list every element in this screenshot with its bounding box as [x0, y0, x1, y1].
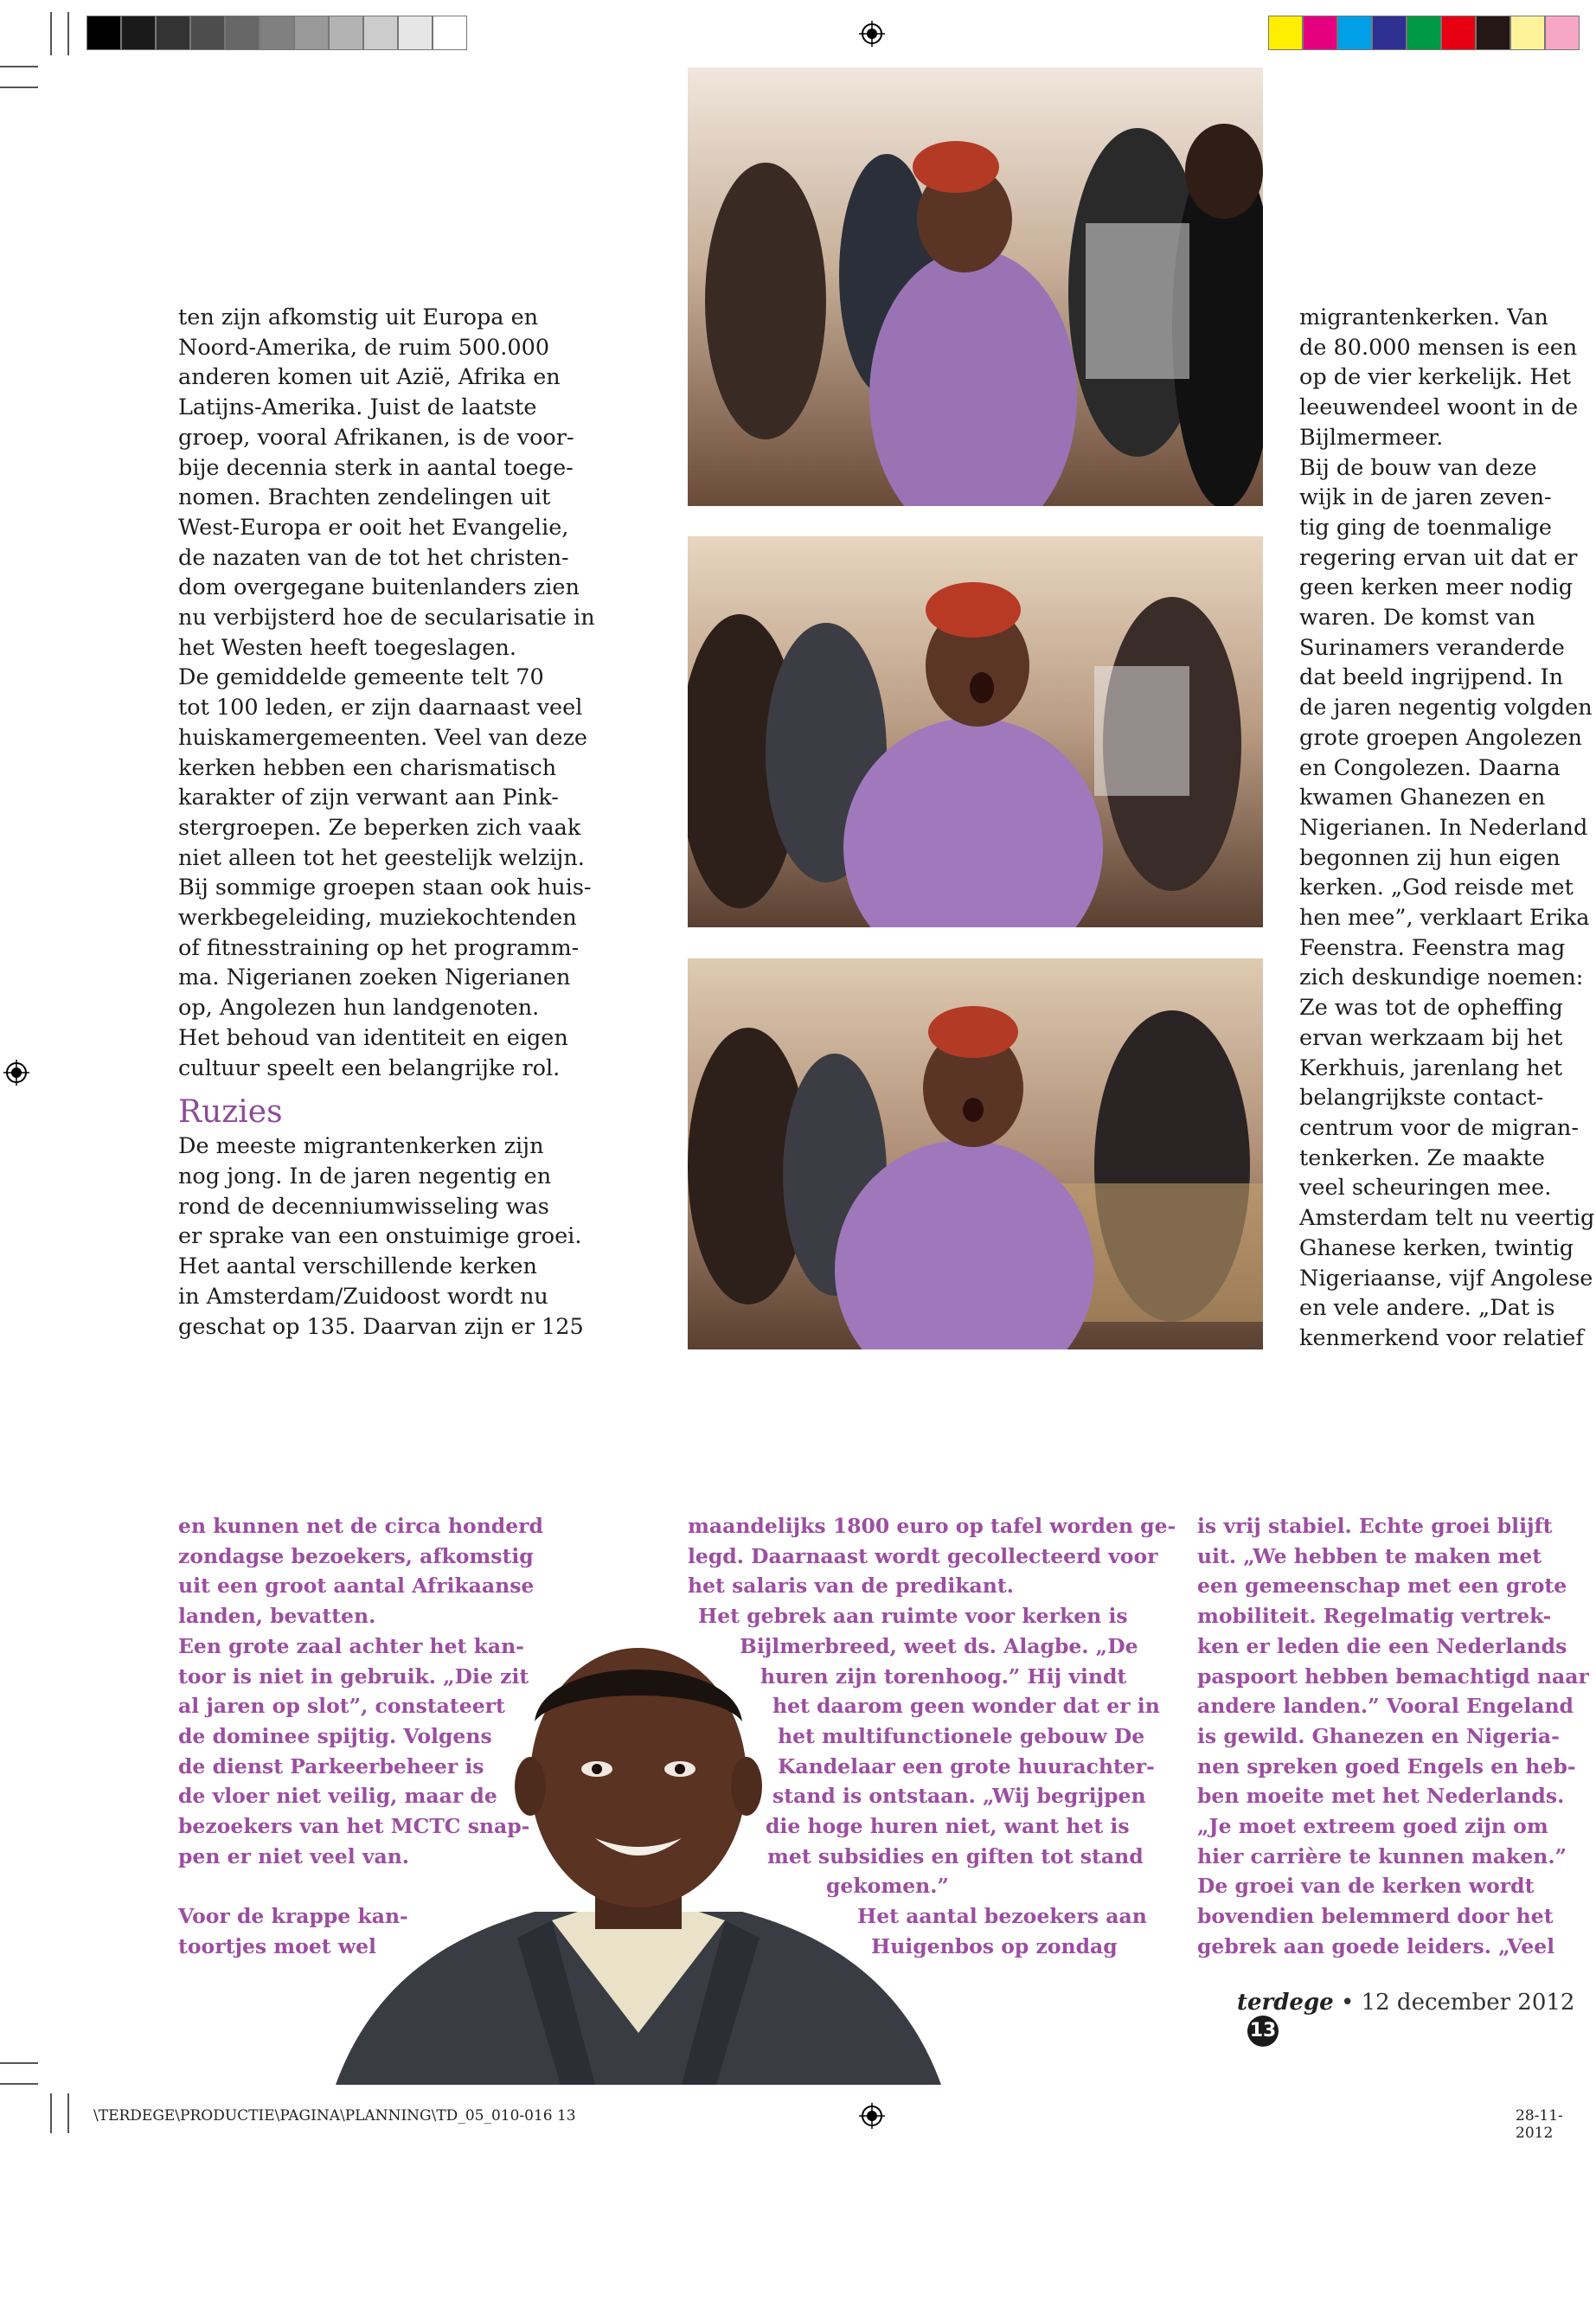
article-text-line: en vele andere. „Dat is: [1299, 1295, 1555, 1322]
article-text-line: de jaren negentig volgden: [1299, 695, 1593, 721]
article-text-line: leeuwendeel woont in de: [1299, 394, 1579, 421]
lower-text-line: landen, bevatten.: [178, 1604, 376, 1629]
article-text-line: Kerkhuis, jarenlang het: [1299, 1054, 1563, 1081]
gray-swatch: [329, 16, 363, 50]
lower-text-line: met subsidies en giften tot stand: [767, 1843, 1144, 1868]
article-text-line: tot 100 leden, er zijn daarnaast veel: [178, 695, 583, 721]
color-swatch: [1337, 16, 1372, 50]
article-text-line: kenmerkend voor relatief: [1299, 1324, 1584, 1351]
article-text-line: dom overgegane buitenlanders zien: [178, 574, 580, 601]
lower-text-line: de dominee spijtig. Volgens: [178, 1723, 492, 1748]
article-text-line: ma. Nigerianen zoeken Nigerianen: [178, 965, 571, 991]
lower-text-line: Een grote zaal achter het kan-: [178, 1633, 524, 1658]
folio-separator: •: [1340, 1990, 1355, 2016]
lower-text-line: legd. Daarnaast wordt gecollecteerd voor: [688, 1543, 1158, 1568]
article-text-line: kwamen Ghanezen en: [1299, 785, 1546, 811]
section-heading: Ruzies: [178, 1094, 283, 1131]
lower-text-line: pen er niet veel van.: [178, 1843, 409, 1868]
column-3-paragraphs: [1299, 303, 1594, 1354]
article-text-line: nog jong. In de jaren negentig en: [178, 1163, 552, 1189]
lower-text-line: het daarom geen wonder dat er in: [772, 1694, 1160, 1719]
article-text-line: centrum voor de migran-: [1299, 1114, 1579, 1141]
article-text-line: geschat op 135. Daarvan zijn er 125: [178, 1313, 584, 1340]
article-text-line: nu verbijsterd hoe de secularisatie in: [178, 605, 595, 631]
article-text-line: de 80.000 mensen is een: [1299, 334, 1578, 361]
gray-swatch: [260, 16, 294, 50]
article-column-1: [178, 303, 595, 1342]
column-1-continued: [178, 1131, 595, 1342]
lower-text-line: Huigenbos op zondag: [871, 1933, 1118, 1958]
article-text-line: veel scheuringen mee.: [1299, 1175, 1552, 1202]
lower-text-line: het multifunctionele gebouw De: [778, 1723, 1145, 1748]
lower-text-line: ben moeite met het Nederlands.: [1197, 1784, 1565, 1809]
lower-text-line: is gewild. Ghanezen en Nigeria-: [1197, 1723, 1560, 1748]
article-text-line: en Congolezen. Daarna: [1299, 754, 1561, 781]
lower-text-line: bovendien belemmerd door het: [1197, 1904, 1554, 1929]
article-text-line: ten zijn afkomstig uit Europa en: [178, 304, 539, 330]
color-swatch: [1441, 16, 1476, 50]
lower-text-line: de dienst Parkeerbeheer is: [178, 1753, 484, 1779]
gray-swatch: [156, 16, 190, 50]
magazine-brand: terdege: [1237, 1990, 1334, 2016]
article-text-line: West-Europa er ooit het Evangelie,: [178, 514, 569, 541]
article-text-line: kerken. „God reisde met: [1299, 875, 1574, 901]
article-text-line: er sprake van een onstuimige groei.: [178, 1223, 582, 1250]
registration-mark-bottom: [859, 2103, 885, 2129]
color-swatch: [1510, 16, 1545, 50]
lower-text-line: gekomen.”: [826, 1874, 949, 1899]
article-text-line: wijk in de jaren zeven-: [1299, 484, 1552, 511]
article-text-line: cultuur speelt een belangrijke rol.: [178, 1054, 561, 1081]
lower-text-line: „Je moet extreem goed zijn om: [1197, 1814, 1548, 1839]
lower-text-line: Het aantal bezoekers aan: [857, 1904, 1147, 1929]
article-text-line: rond de decenniumwisseling was: [178, 1193, 549, 1220]
grayscale-bar: [87, 16, 467, 50]
lower-text-line: hier carrière te kunnen maken.”: [1197, 1843, 1567, 1868]
article-text-line: migrantenkerken. Van: [1299, 304, 1548, 330]
folio-line: [1237, 1990, 1596, 2047]
article-text-line: Bij de bouw van deze: [1299, 454, 1537, 481]
crop-mark-bottom-left-h1: [0, 2062, 38, 2064]
page-number-badge: 13: [1247, 2016, 1279, 2047]
lower-column-c: [1197, 1511, 1589, 1962]
article-text-line: dat beeld ingrijpend. In: [1299, 664, 1563, 691]
lower-text-line: Voor de krappe kan-: [178, 1904, 408, 1929]
gray-swatch: [225, 16, 260, 50]
lower-text-line: huren zijn torenhoog.” Hij vindt: [760, 1663, 1127, 1689]
article-text-line: Bijlmermeer.: [1299, 424, 1444, 451]
registration-mark-top: [859, 21, 885, 47]
color-swatch: [1372, 16, 1407, 50]
lower-text-line: paspoort hebben bemachtigd naar: [1197, 1663, 1589, 1689]
article-text-line: waren. De komst van: [1299, 605, 1536, 631]
article-text-line: De gemiddelde gemeente telt 70: [178, 664, 544, 691]
article-text-line: Feenstra. Feenstra mag: [1299, 934, 1566, 961]
article-text-line: kerken hebben een charismatisch: [178, 754, 557, 781]
lower-text-line: maandelijks 1800 euro op tafel worden ge-: [688, 1514, 1176, 1538]
lower-text-line: stand is ontstaan. „Wij begrijpen: [772, 1784, 1146, 1809]
photo-worship-2: [688, 536, 1263, 927]
article-text-line: Latijns-Amerika. Juist de laatste: [178, 394, 537, 421]
color-swatch: [1407, 16, 1441, 50]
article-text-line: huiskamergemeenten. Veel van deze: [178, 724, 587, 751]
article-text-line: belangrijkste contact-: [1299, 1085, 1544, 1112]
lower-text-line: een gemeenschap met een grote: [1197, 1574, 1567, 1599]
lower-text-line: andere landen.” Vooral Engeland: [1197, 1694, 1574, 1719]
crop-mark-top-left-v1: [50, 12, 52, 55]
lower-text-line: al jaren op slot”, constateert: [178, 1694, 505, 1719]
crop-mark-top-left-h1: [0, 66, 38, 67]
crop-mark-bottom-left-h2: [0, 2083, 38, 2085]
article-text-line: Het behoud van identiteit en eigen: [178, 1024, 568, 1051]
photo-worship-3: [688, 958, 1263, 1349]
production-slug: \TERDEGE\PRODUCTIE\PAGINA\PLANNING\TD_05_010-016 13: [93, 2107, 576, 2125]
lower-text-line: die hoge huren niet, want het is: [766, 1814, 1130, 1839]
lower-text-line: Bijlmerbreed, weet ds. Alagbe. „De: [740, 1633, 1138, 1658]
article-text-line: op de vier kerkelijk. Het: [1299, 364, 1571, 391]
lower-column-b: [688, 1511, 1176, 1962]
color-bar: [1268, 16, 1580, 50]
issue-date: 12 december 2012: [1361, 1990, 1575, 2016]
print-date: 28-11-2012: [1516, 2107, 1563, 2142]
article-text-line: grote groepen Angolezen: [1299, 724, 1582, 751]
lower-text-line: De groei van de kerken wordt: [1197, 1874, 1535, 1899]
article-text-line: nomen. Brachten zendelingen uit: [178, 484, 551, 511]
article-text-line: stergroepen. Ze beperken zich vaak: [178, 814, 581, 841]
lower-text-line: het salaris van de predikant.: [688, 1574, 1014, 1599]
article-text-line: Surinamers veranderde: [1299, 634, 1565, 661]
article-column-3: [1299, 303, 1594, 1354]
lower-column-a: [178, 1511, 543, 1962]
article-text-line: Nigerianen. In Nederland: [1299, 814, 1588, 841]
lower-text-line: en kunnen net de circa honderd: [178, 1514, 543, 1538]
gray-swatch: [190, 16, 225, 50]
gray-swatch: [294, 16, 329, 50]
article-text-line: tig ging de toenmalige: [1299, 514, 1552, 541]
lower-text-line: de vloer niet veilig, maar de: [178, 1784, 497, 1809]
gray-swatch: [87, 16, 121, 50]
article-text-line: tenkerken. Ze maakte: [1299, 1144, 1545, 1171]
color-swatch: [1476, 16, 1510, 50]
article-text-line: Bij sommige groepen staan ook huis-: [178, 875, 592, 901]
color-swatch: [1303, 16, 1337, 50]
photo-worship-1: [688, 67, 1263, 506]
lower-text-line: mobiliteit. Regelmatig vertrek-: [1197, 1604, 1552, 1629]
article-text-line: werkbegeleiding, muziekochtenden: [178, 905, 577, 932]
article-text-line: in Amsterdam/Zuidoost wordt nu: [178, 1283, 548, 1310]
lower-text-line: Kandelaar een grote huurachter-: [778, 1753, 1155, 1779]
article-text-line: groep, vooral Afrikanen, is de voor-: [178, 424, 574, 451]
article-text-line: begonnen zij hun eigen: [1299, 844, 1561, 871]
article-text-line: het Westen heeft toegeslagen.: [178, 634, 516, 661]
article-text-line: regering ervan uit dat er: [1299, 544, 1578, 571]
lower-text-line: gebrek aan goede leiders. „Veel: [1197, 1933, 1555, 1958]
article-text-line: of fitnesstraining op het programm-: [178, 934, 580, 961]
lower-text-line: toortjes moet wel: [178, 1933, 376, 1958]
lower-text-line: nen spreken goed Engels en heb-: [1197, 1753, 1576, 1779]
article-text-line: niet alleen tot het geestelijk welzijn.: [178, 844, 585, 871]
article-text-line: Het aantal verschillende kerken: [178, 1253, 537, 1280]
lower-text-line: [178, 1871, 543, 1901]
article-text-line: Amsterdam telt nu veertig: [1299, 1205, 1595, 1232]
gray-swatch: [433, 16, 467, 50]
lower-text-line: uit. „We hebben te maken met: [1197, 1543, 1542, 1568]
gray-swatch: [398, 16, 433, 50]
article-text-line: hen mee”, verklaart Erika: [1299, 905, 1590, 932]
article-text-line: Nigeriaanse, vijf Angolese: [1299, 1265, 1593, 1292]
article-text-line: Ze was tot de opheffing: [1299, 995, 1563, 1022]
article-text-line: ervan werkzaam bij het: [1299, 1024, 1563, 1051]
article-text-line: Ghanese kerken, twintig: [1299, 1234, 1574, 1261]
registration-mark-left: [3, 1060, 29, 1086]
article-text-line: zich deskundige noemen:: [1299, 965, 1584, 991]
article-text-line: Noord-Amerika, de ruim 500.000: [178, 334, 550, 361]
lower-text-line: is vrij stabiel. Echte groei blijft: [1197, 1514, 1553, 1538]
crop-mark-top-left-v2: [67, 12, 69, 55]
article-text-line: geen kerken meer nodig: [1299, 574, 1574, 601]
crop-mark-bottom-left-v1: [50, 2093, 52, 2133]
crop-mark-top-left-h2: [0, 87, 38, 88]
color-swatch: [1545, 16, 1580, 50]
crop-mark-bottom-left-v2: [67, 2093, 69, 2133]
article-text-line: anderen komen uit Azië, Afrika en: [178, 364, 561, 391]
article-text-line: de nazaten van de tot het christen-: [178, 544, 569, 571]
lower-text-line: zondagse bezoekers, afkomstig: [178, 1543, 534, 1568]
gray-swatch: [121, 16, 156, 50]
lower-text-line: uit een groot aantal Afrikaanse: [178, 1574, 535, 1599]
article-text-line: karakter of zijn verwant aan Pink-: [178, 785, 559, 811]
article-text-line: bije decennia sterk in aantal toege-: [178, 454, 574, 481]
lower-text-line: Het gebrek aan ruimte voor kerken is: [698, 1604, 1128, 1629]
lower-text-line: bezoekers van het MCTC snap-: [178, 1814, 530, 1839]
color-swatch: [1268, 16, 1303, 50]
column-1-paragraphs: [178, 303, 595, 1083]
lower-text-line: toor is niet in gebruik. „Die zit: [178, 1663, 529, 1689]
article-text-line: op, Angolezen hun landgenoten.: [178, 995, 540, 1022]
lower-text-line: ken er leden die een Nederlands: [1197, 1633, 1567, 1658]
gray-swatch: [363, 16, 398, 50]
article-text-line: De meeste migrantenkerken zijn: [178, 1133, 544, 1160]
